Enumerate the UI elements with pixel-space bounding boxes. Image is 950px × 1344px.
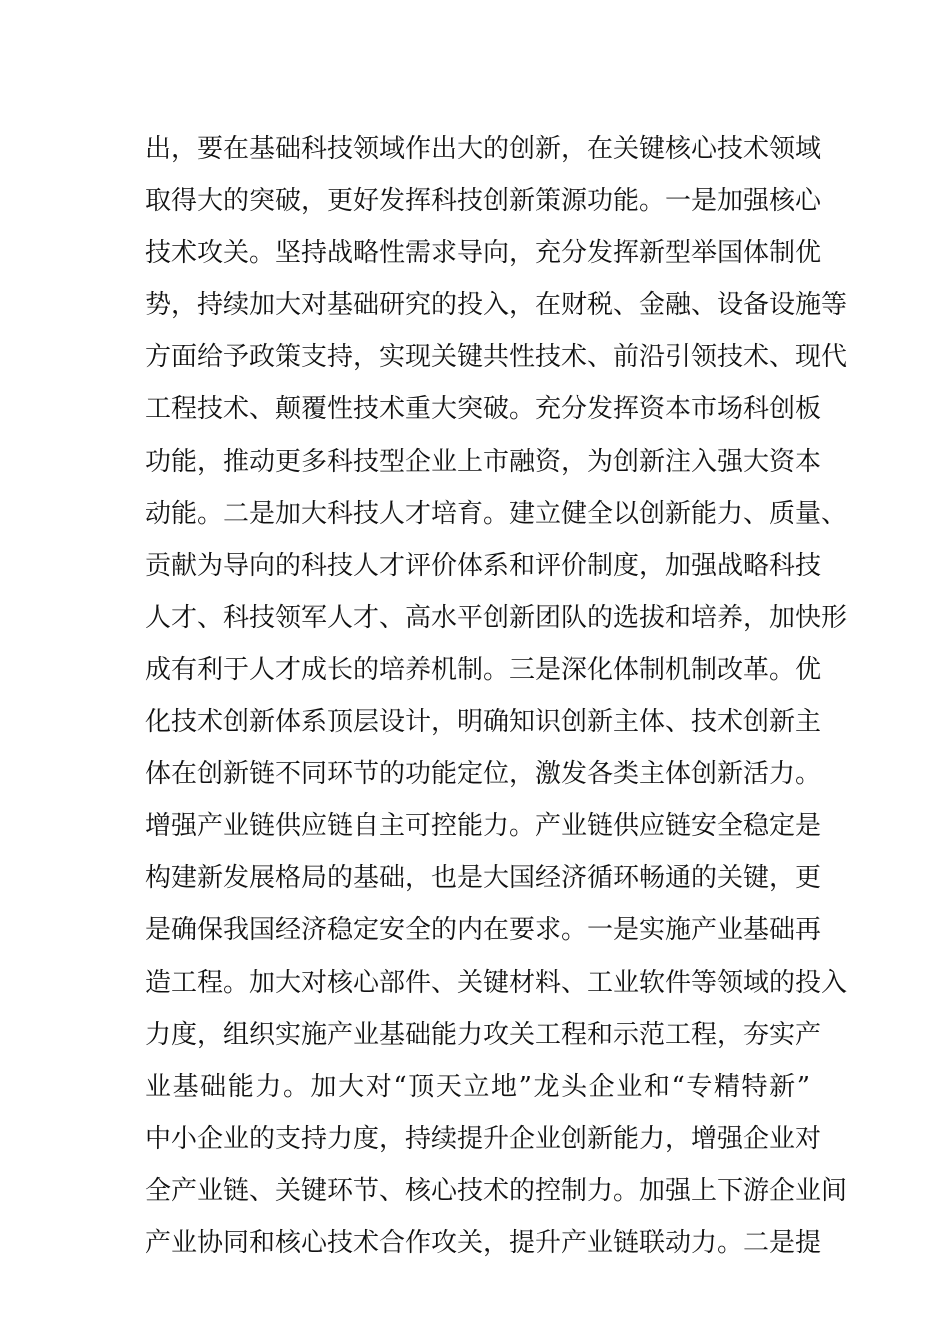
text-line: 功能，推动更多科技型企业上市融资，为创新注入强大资本 (145, 446, 822, 477)
text-line: 出，要在基础科技领域作出大的创新，在关键核心技术领域 (145, 134, 822, 164)
text-line: 动能。二是加大科技人才培育。建立健全以创新能力、质量、 (145, 498, 848, 529)
text-line: 方面给予政策支持，实现关键共性技术、前沿引领技术、现代 (145, 342, 848, 373)
text-line: 化技术创新体系顶层设计，明确知识创新主体、技术创新主 (145, 707, 822, 738)
text-line: 贡献为导向的科技人才评价体系和评价制度，加强战略科技 (145, 550, 822, 581)
text-line: 技术攻关。坚持战略性需求导向，充分发挥新型举国体制优 (145, 238, 822, 269)
body-text (145, 123, 848, 1269)
text-line: 成有利于人才成长的培养机制。三是深化体制机制改革。优 (145, 654, 822, 685)
text-line: 力度，组织实施产业基础能力攻关工程和示范工程，夯实产 (145, 1019, 822, 1050)
text-line: 体在创新链不同环节的功能定位，激发各类主体创新活力。 (145, 759, 822, 790)
text-line: 全产业链、关键环节、核心技术的控制力。加强上下游企业间 (145, 1175, 848, 1206)
text-line: 业基础能力。加大对“顶天立地”龙头企业和“专精特新” (145, 1071, 810, 1102)
text-line: 是确保我国经济稳定安全的内在要求。一是实施产业基础再 (145, 915, 822, 946)
text-line: 构建新发展格局的基础，也是大国经济循环畅通的关键，更 (145, 863, 822, 894)
text-line: 中小企业的支持力度，持续提升企业创新能力，增强企业对 (145, 1123, 822, 1154)
text-line: 工程技术、颠覆性技术重大突破。充分发挥资本市场科创板 (145, 394, 822, 425)
text-line: 造工程。加大对核心部件、关键材料、工业软件等领域的投入 (145, 967, 848, 998)
text-line: 势，持续加大对基础研究的投入，在财税、金融、设备设施等 (145, 290, 848, 321)
text-line: 增强产业链供应链自主可控能力。产业链供应链安全稳定是 (145, 811, 822, 842)
text-line: 产业协同和核心技术合作攻关，提升产业链联动力。二是提 (145, 1227, 822, 1258)
text-line: 人才、科技领军人才、高水平创新团队的选拔和培养，加快形 (145, 602, 848, 633)
text-line: 取得大的突破，更好发挥科技创新策源功能。一是加强核心 (145, 186, 822, 217)
